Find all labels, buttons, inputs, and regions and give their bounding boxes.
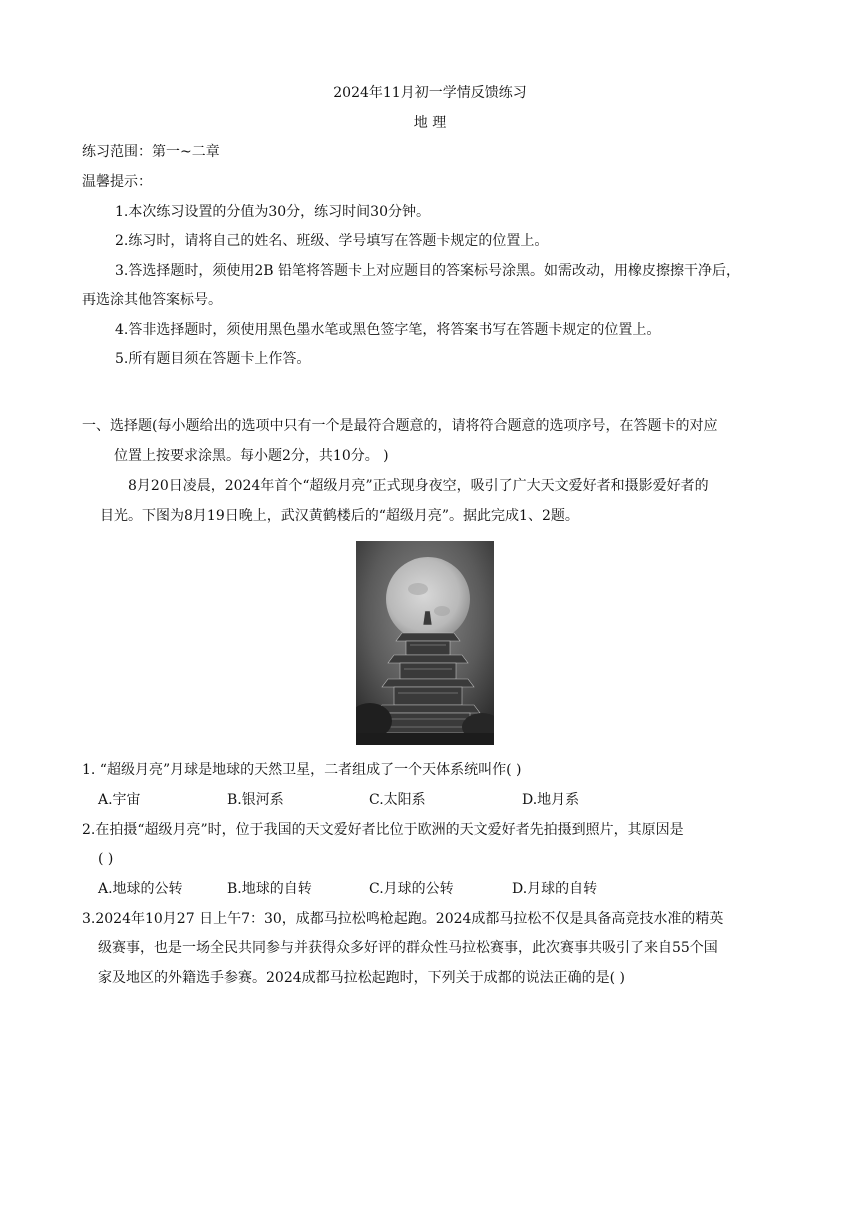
section-heading: 一、选择题(每小题给出的选项中只有一个是最符合题意的，请将符合题意的选项序号，在答题卡的对应 — [82, 418, 718, 434]
q1-option-b: B.银河系 — [227, 792, 284, 808]
question-3-stem-continued: 家及地区的外籍选手参赛。2024成都马拉松起跑时，下列关于成都的说法正确的是( ) — [98, 970, 626, 986]
tip-item: 4.答非选择题时，须使用黑色墨水笔或黑色签字笔，将答案书写在答题卡规定的位置上。 — [115, 322, 661, 338]
question-1-stem: 1. “超级月亮”月球是地球的天然卫星，二者组成了一个天体系统叫作( ) — [82, 762, 522, 778]
q1-option-a: A.宇宙 — [98, 792, 141, 808]
question-2-stem: 2.在拍摄“超级月亮”时，位于我国的天文爱好者比位于欧洲的天文爱好者先拍摄到照片，其原因是 — [82, 822, 684, 838]
tip-item: 3.答选择题时，须使用2B 铅笔将答题卡上对应题目的答案标号涂黑。如需改动，用橡皮擦擦干净后， — [115, 263, 741, 279]
passage-text: 8月20日凌晨，2024年首个“超级月亮”正式现身夜空，吸引了广大天文爱好者和摄影爱好者的 — [128, 478, 709, 494]
section-heading-continued: 位置上按要求涂黑。每小题2分，共10分。 ) — [114, 448, 389, 464]
tip-item: 2.练习时，请将自己的姓名、班级、学号填写在答题卡规定的位置上。 — [115, 233, 549, 249]
tip-item: 5.所有题目须在答题卡上作答。 — [115, 351, 311, 367]
subject-title: 地 理 — [413, 115, 447, 131]
q2-option-b: B.地球的自转 — [227, 881, 312, 897]
q1-option-d: D.地月系 — [522, 792, 580, 808]
question-3-stem-continued: 级赛事，也是一场全民共同参与并获得众多好评的群众性马拉松赛事，此次赛事共吸引了来自55个国 — [98, 940, 718, 956]
tip-item-continued: 再选涂其他答案标号。 — [82, 292, 222, 308]
tip-item: 1.本次练习设置的分值为30分，练习时间30分钟。 — [115, 204, 430, 220]
exam-title: 2024年11月初一学情反馈练习 — [333, 85, 527, 101]
tips-heading: 温馨提示： — [82, 174, 152, 190]
q2-option-a: A.地球的公转 — [98, 881, 183, 897]
passage-text: 目光。下图为8月19日晚上，武汉黄鹤楼后的“超级月亮”。据此完成1、2题。 — [100, 508, 579, 524]
question-3-stem: 3.2024年10月27 日上午7：30，成都马拉松鸣枪起跑。2024成都马拉松不仅是具备高竞技水准的精英 — [82, 911, 724, 927]
question-2-stem-continued: ( ) — [98, 851, 114, 867]
q2-option-d: D.月球的自转 — [512, 881, 598, 897]
q2-option-c: C.月球的公转 — [369, 881, 454, 897]
practice-scope: 练习范围：第一~二章 — [82, 144, 220, 160]
q1-option-c: C.太阳系 — [369, 792, 426, 808]
moon-tower-photo — [356, 541, 494, 745]
